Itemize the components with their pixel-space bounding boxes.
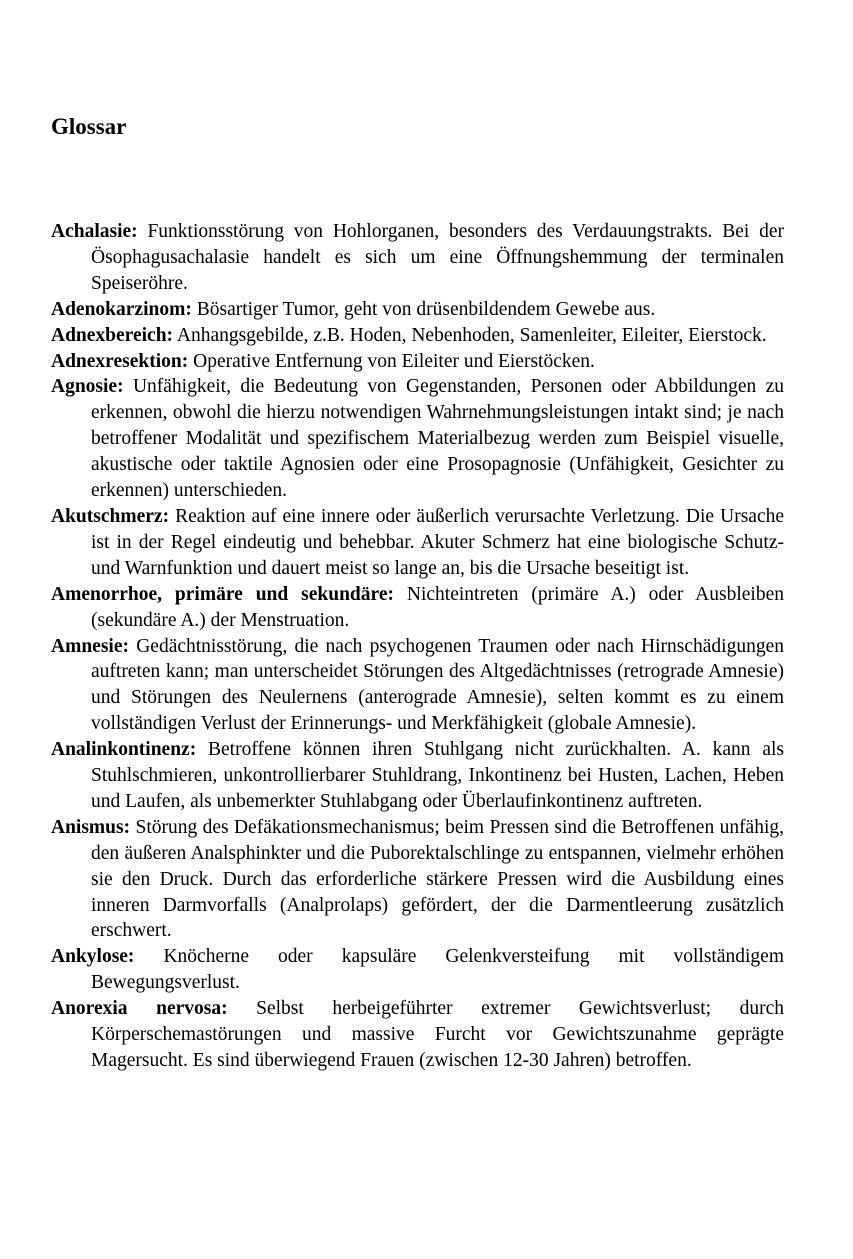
glossary-entry <box>51 582 784 634</box>
glossary-entry <box>51 349 784 375</box>
glossary-term: Anismus: <box>51 816 131 838</box>
glossary-entry <box>51 944 784 996</box>
glossary-entry <box>51 219 784 297</box>
glossary-definition: Selbst herbeigeführter extremer Gewichtsverlust; durch Körperschemastörungen und massive Furcht vor Gewichtszunahme geprägte Magersucht. Es sind überwiegend Frauen (zwischen 12-30 Jahren) betroffen. <box>91 998 784 1071</box>
page-title: Glossar <box>51 114 127 139</box>
glossary-definition: Unfähigkeit, die Bedeutung von Gegenstanden, Personen oder Abbildungen zu erkennen, obwohl die hierzu notwendigen Wahrnehmungsleistungen intakt sind; je nach betroffener Modalität und spezifischem Materialbezug werden zum Beispiel visuelle, akustische oder taktile Agnosien oder eine Prosopagnosie (Unfähigkeit, Gesichter zu erkennen) unterschieden. <box>91 376 784 502</box>
glossary-definition: Gedächtnisstörung, die nach psychogenen Traumen oder nach Hirnschädigungen auftreten kann; man unterscheidet Störungen des Altgedächtnisses (retrograde Amnesie) und Störungen des Neulernens (anterograde Amnesie), selten kommt es zu einem vollständigen Verlust der Erinnerungs- und Merkfähigkeit (globale Amnesie). <box>91 635 784 735</box>
glossary-entry <box>51 634 784 738</box>
glossary-definition: Reaktion auf eine innere oder äußerlich verursachte Verletzung. Die Ursache ist in der Regel eindeutig und behebbar. Akuter Schmerz hat eine biologische Schutz- und Warnfunktion und dauert meist so lange an, bis die Ursache beseitigt ist. <box>91 505 784 579</box>
glossary-term: Ankylose: <box>51 946 135 968</box>
glossary-term: Adnexresektion: <box>51 350 189 372</box>
glossary-list <box>51 219 784 1074</box>
glossary-definition: Betroffene können ihren Stuhlgang nicht zurückhalten. A. kann als Stuhlschmieren, unkontrollierbarer Stuhldrang, Inkontinenz bei Husten, Lachen, Heben und Laufen, als unbemerkter Stuhlabgang oder Überlaufinkontinenz auftreten. <box>91 739 785 812</box>
glossary-entry <box>51 504 784 582</box>
glossary-term: Agnosie: <box>51 376 124 398</box>
glossary-definition: Nichteintreten (primäre A.) oder Ausbleiben (sekundäre A.) der Menstruation. <box>91 583 784 631</box>
glossary-definition: Operative Entfernung von Eileiter und Eierstöcken. <box>193 350 595 372</box>
glossary-term: Analinkontinenz: <box>51 739 197 761</box>
glossary-term: Amnesie: <box>51 635 129 657</box>
glossary-definition: Anhangsgebilde, z.B. Hoden, Nebenhoden, Samenleiter, Eileiter, Eierstock. <box>176 324 767 346</box>
glossary-entry <box>51 996 784 1074</box>
glossary-definition: Funktionsstörung von Hohlorganen, besonders des Verdauungstrakts. Bei der Ösophagusachalasie handelt es sich um eine Öffnungshemmung der terminalen Speiseröhre. <box>91 221 784 294</box>
glossary-definition: Störung des Defäkationsmechanismus; beim Pressen sind die Betroffenen unfähig, den äußeren Analsphinkter und die Puborektalschlinge zu entspannen, vielmehr erhöhen sie den Druck. Durch das erforderliche stärkere Pressen wird die Ausbildung eines inneren Darmvorfalls (Analprolaps) gefördert, der die Darmentleerung zusätzlich erschwert. <box>91 816 785 942</box>
glossary-entry <box>51 297 784 323</box>
glossary-term: Adnexbereich: <box>51 324 174 346</box>
glossary-definition: Bösartiger Tumor, geht von drüsenbildendem Gewebe aus. <box>196 298 656 320</box>
glossary-definition: Knöcherne oder kapsuläre Gelenkversteifung mit vollständigem Bewegungsverlust. <box>91 946 784 994</box>
glossary-term: Anorexia nervosa: <box>51 998 228 1020</box>
glossary-term: Achalasie: <box>51 221 138 242</box>
glossary-entry <box>51 323 784 349</box>
glossary-entry <box>51 815 784 945</box>
glossary-entry <box>51 737 784 815</box>
glossary-term: Adenokarzinom: <box>51 298 192 320</box>
glossary-term: Amenorrhoe, primäre und sekundäre: <box>51 583 394 605</box>
glossary-term: Akutschmerz: <box>51 505 170 527</box>
glossary-entry <box>51 374 784 504</box>
